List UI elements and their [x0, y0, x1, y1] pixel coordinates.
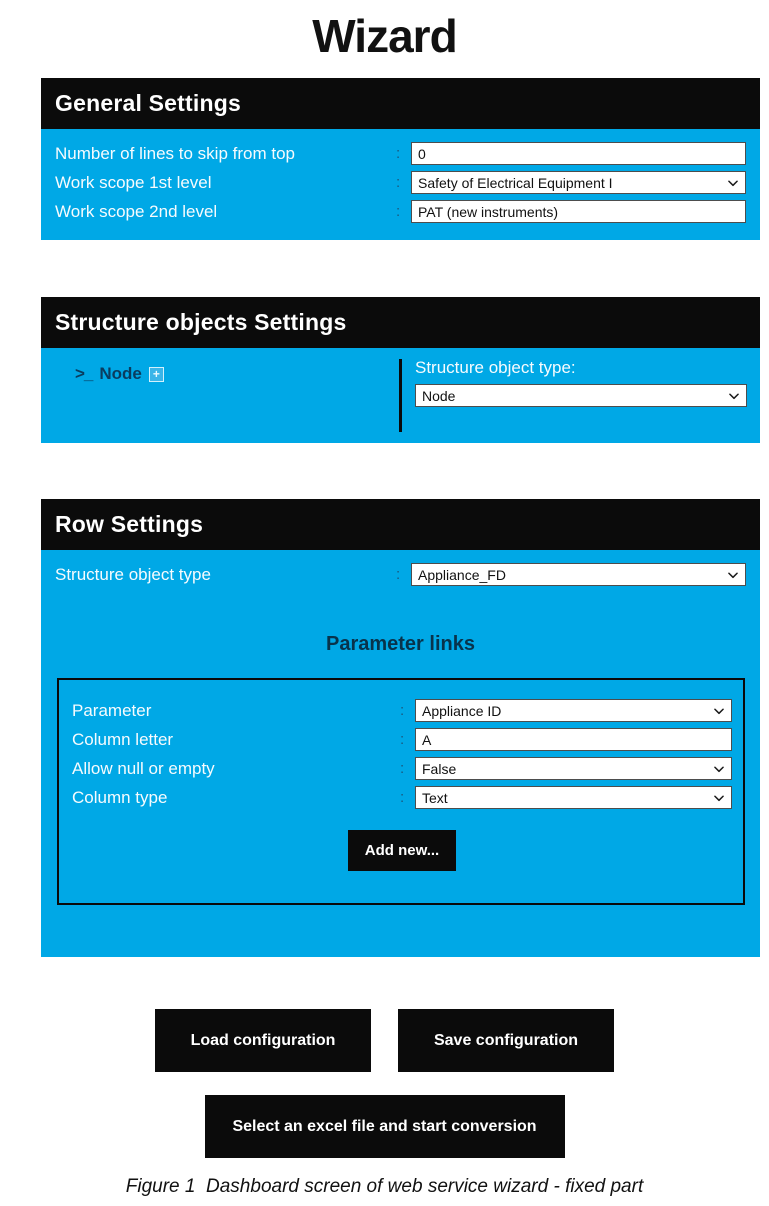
parameter-links-heading: Parameter links [326, 633, 475, 655]
work-scope-2nd-label: Work scope 2nd level [55, 201, 218, 221]
separator-colon: : [400, 731, 405, 748]
save-configuration-button[interactable]: Save configuration [398, 1009, 614, 1072]
structure-object-type-select[interactable] [416, 385, 746, 406]
column-letter-label: Column letter [72, 729, 174, 749]
select-excel-convert-button[interactable]: Select an excel file and start conversion [205, 1095, 565, 1158]
separator-colon: : [400, 760, 405, 777]
separator-colon: : [396, 203, 401, 220]
parameter-links-box [57, 678, 745, 905]
general-settings-heading: General Settings [41, 78, 760, 129]
structure-object-type-panel [415, 358, 747, 407]
parameter-select[interactable] [416, 700, 731, 721]
row-lines-to-skip [55, 139, 746, 168]
allow-null-label: Allow null or empty [72, 758, 215, 778]
general-settings-section [41, 78, 760, 240]
load-configuration-button[interactable]: Load configuration [155, 1009, 371, 1072]
separator-colon: : [396, 174, 401, 191]
tree-node-label: Node [99, 364, 142, 383]
work-scope-2nd-input[interactable] [412, 201, 745, 222]
rs-structure-object-type-select-wrap [411, 563, 746, 586]
configuration-actions [0, 1009, 769, 1072]
column-type-select-wrap [415, 786, 732, 809]
work-scope-1st-select-wrap [411, 171, 746, 194]
separator-colon: : [400, 789, 405, 806]
column-type-label: Column type [72, 787, 168, 807]
row-parameter [72, 696, 732, 725]
separator-colon: : [400, 702, 405, 719]
vertical-divider [399, 359, 402, 432]
row-settings-body [41, 550, 760, 957]
allow-null-select-wrap [415, 757, 732, 780]
work-scope-1st-select[interactable] [412, 172, 745, 193]
row-allow-null [72, 754, 732, 783]
structure-object-type-select-wrap [415, 384, 747, 407]
separator-colon: : [396, 145, 401, 162]
rs-structure-object-type-select[interactable] [412, 564, 745, 585]
structure-objects-heading: Structure objects Settings [41, 297, 760, 348]
structure-objects-body [41, 348, 760, 443]
lines-to-skip-label: Number of lines to skip from top [55, 143, 295, 163]
parameter-select-wrap [415, 699, 732, 722]
lines-to-skip-input[interactable] [412, 143, 745, 164]
rs-structure-object-type-label: Structure object type [55, 564, 211, 584]
column-letter-input[interactable] [416, 729, 731, 750]
tree-item-node[interactable] [75, 364, 164, 384]
column-letter-input-wrap [415, 728, 732, 751]
row-column-type [72, 783, 732, 812]
work-scope-2nd-input-wrap [411, 200, 746, 223]
row-settings-heading: Row Settings [41, 499, 760, 550]
work-scope-1st-label: Work scope 1st level [55, 172, 212, 192]
row-work-scope-2nd [55, 197, 746, 226]
allow-null-select[interactable] [416, 758, 731, 779]
structure-object-type-label: Structure object type: [415, 358, 576, 377]
row-work-scope-1st [55, 168, 746, 197]
general-settings-body [41, 129, 760, 240]
separator-colon: : [396, 566, 401, 583]
row-settings-section [41, 499, 760, 957]
expand-plus-icon[interactable]: + [149, 367, 164, 382]
row-column-letter [72, 725, 732, 754]
structure-objects-section [41, 297, 760, 443]
row-structure-object-type [41, 560, 760, 589]
column-type-select[interactable] [416, 787, 731, 808]
page-title: Wizard [312, 10, 457, 62]
parameter-label: Parameter [72, 700, 152, 720]
figure-caption: Figure 1 Dashboard screen of web service wizard - fixed part [125, 1176, 644, 1197]
lines-to-skip-input-wrap [411, 142, 746, 165]
tree-prompt-icon: >_ [75, 364, 93, 383]
add-new-button[interactable]: Add new... [348, 830, 456, 871]
